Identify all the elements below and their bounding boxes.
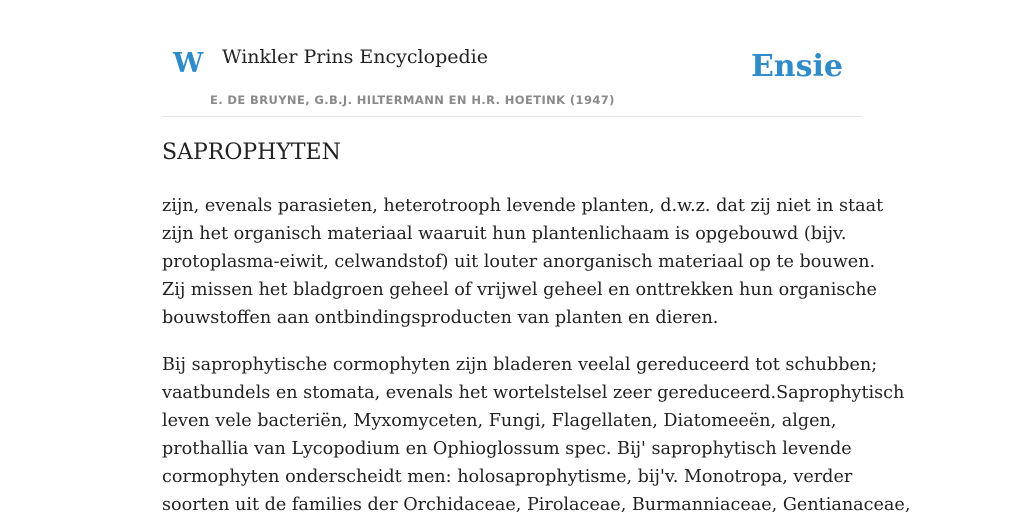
source-authors: E. DE BRUYNE, G.B.J. HILTERMANN EN H.R. HOETINK (1947) xyxy=(210,93,615,107)
paragraph-line: leven vele bacteriën, Myxomyceten, Fungi, Flagellaten, Diatomeeën, algen, xyxy=(162,411,837,431)
paragraph-2 xyxy=(162,351,911,512)
paragraph-line: protoplasma-eiwit, celwandstof) uit louter anorganisch materiaal op te bouwen. xyxy=(162,252,876,272)
paragraph-line: Zij missen het bladgroen geheel of vrijwel geheel en onttrekken hun organische xyxy=(162,280,877,300)
paragraph-line: Bij saprophytische cormophyten zijn bladeren veelal gereduceerd tot schubben; xyxy=(162,355,878,375)
ensie-brand-logo[interactable]: Ensie xyxy=(750,49,843,84)
paragraph-line: prothallia van Lycopodium en Ophioglossum spec. Bij' saprophytisch levende xyxy=(162,439,852,459)
header xyxy=(162,0,862,117)
paragraph-line: cormophyten onderscheidt men: holosaprophytisme, bij'v. Monotropa, verder xyxy=(162,467,853,487)
article-title: SAPROPHYTEN xyxy=(162,140,341,165)
paragraph-line: zijn het organisch materiaal waaruit hun plantenlichaam is opgebouwd (bijv. xyxy=(162,224,847,244)
article-body xyxy=(162,192,911,512)
paragraph-1 xyxy=(162,192,884,332)
paragraph-line: zijn, evenals parasieten, heterotrooph levende planten, d.w.z. dat zij niet in staat xyxy=(162,196,884,216)
source-title-link[interactable]: Winkler Prins Encyclopedie xyxy=(222,46,488,68)
paragraph-line: vaatbundels en stomata, evenals het wortelstelsel zeer gereduceerd.Saprophytisch xyxy=(162,383,905,403)
paragraph-line: soorten uit de families der Orchidaceae, Pirolaceae, Burmanniaceae, Gentianaceae, xyxy=(162,495,911,512)
paragraph-line: bouwstoffen aan ontbindingsproducten van planten en dieren. xyxy=(162,308,719,328)
winkler-prins-logo[interactable]: W xyxy=(173,48,204,79)
